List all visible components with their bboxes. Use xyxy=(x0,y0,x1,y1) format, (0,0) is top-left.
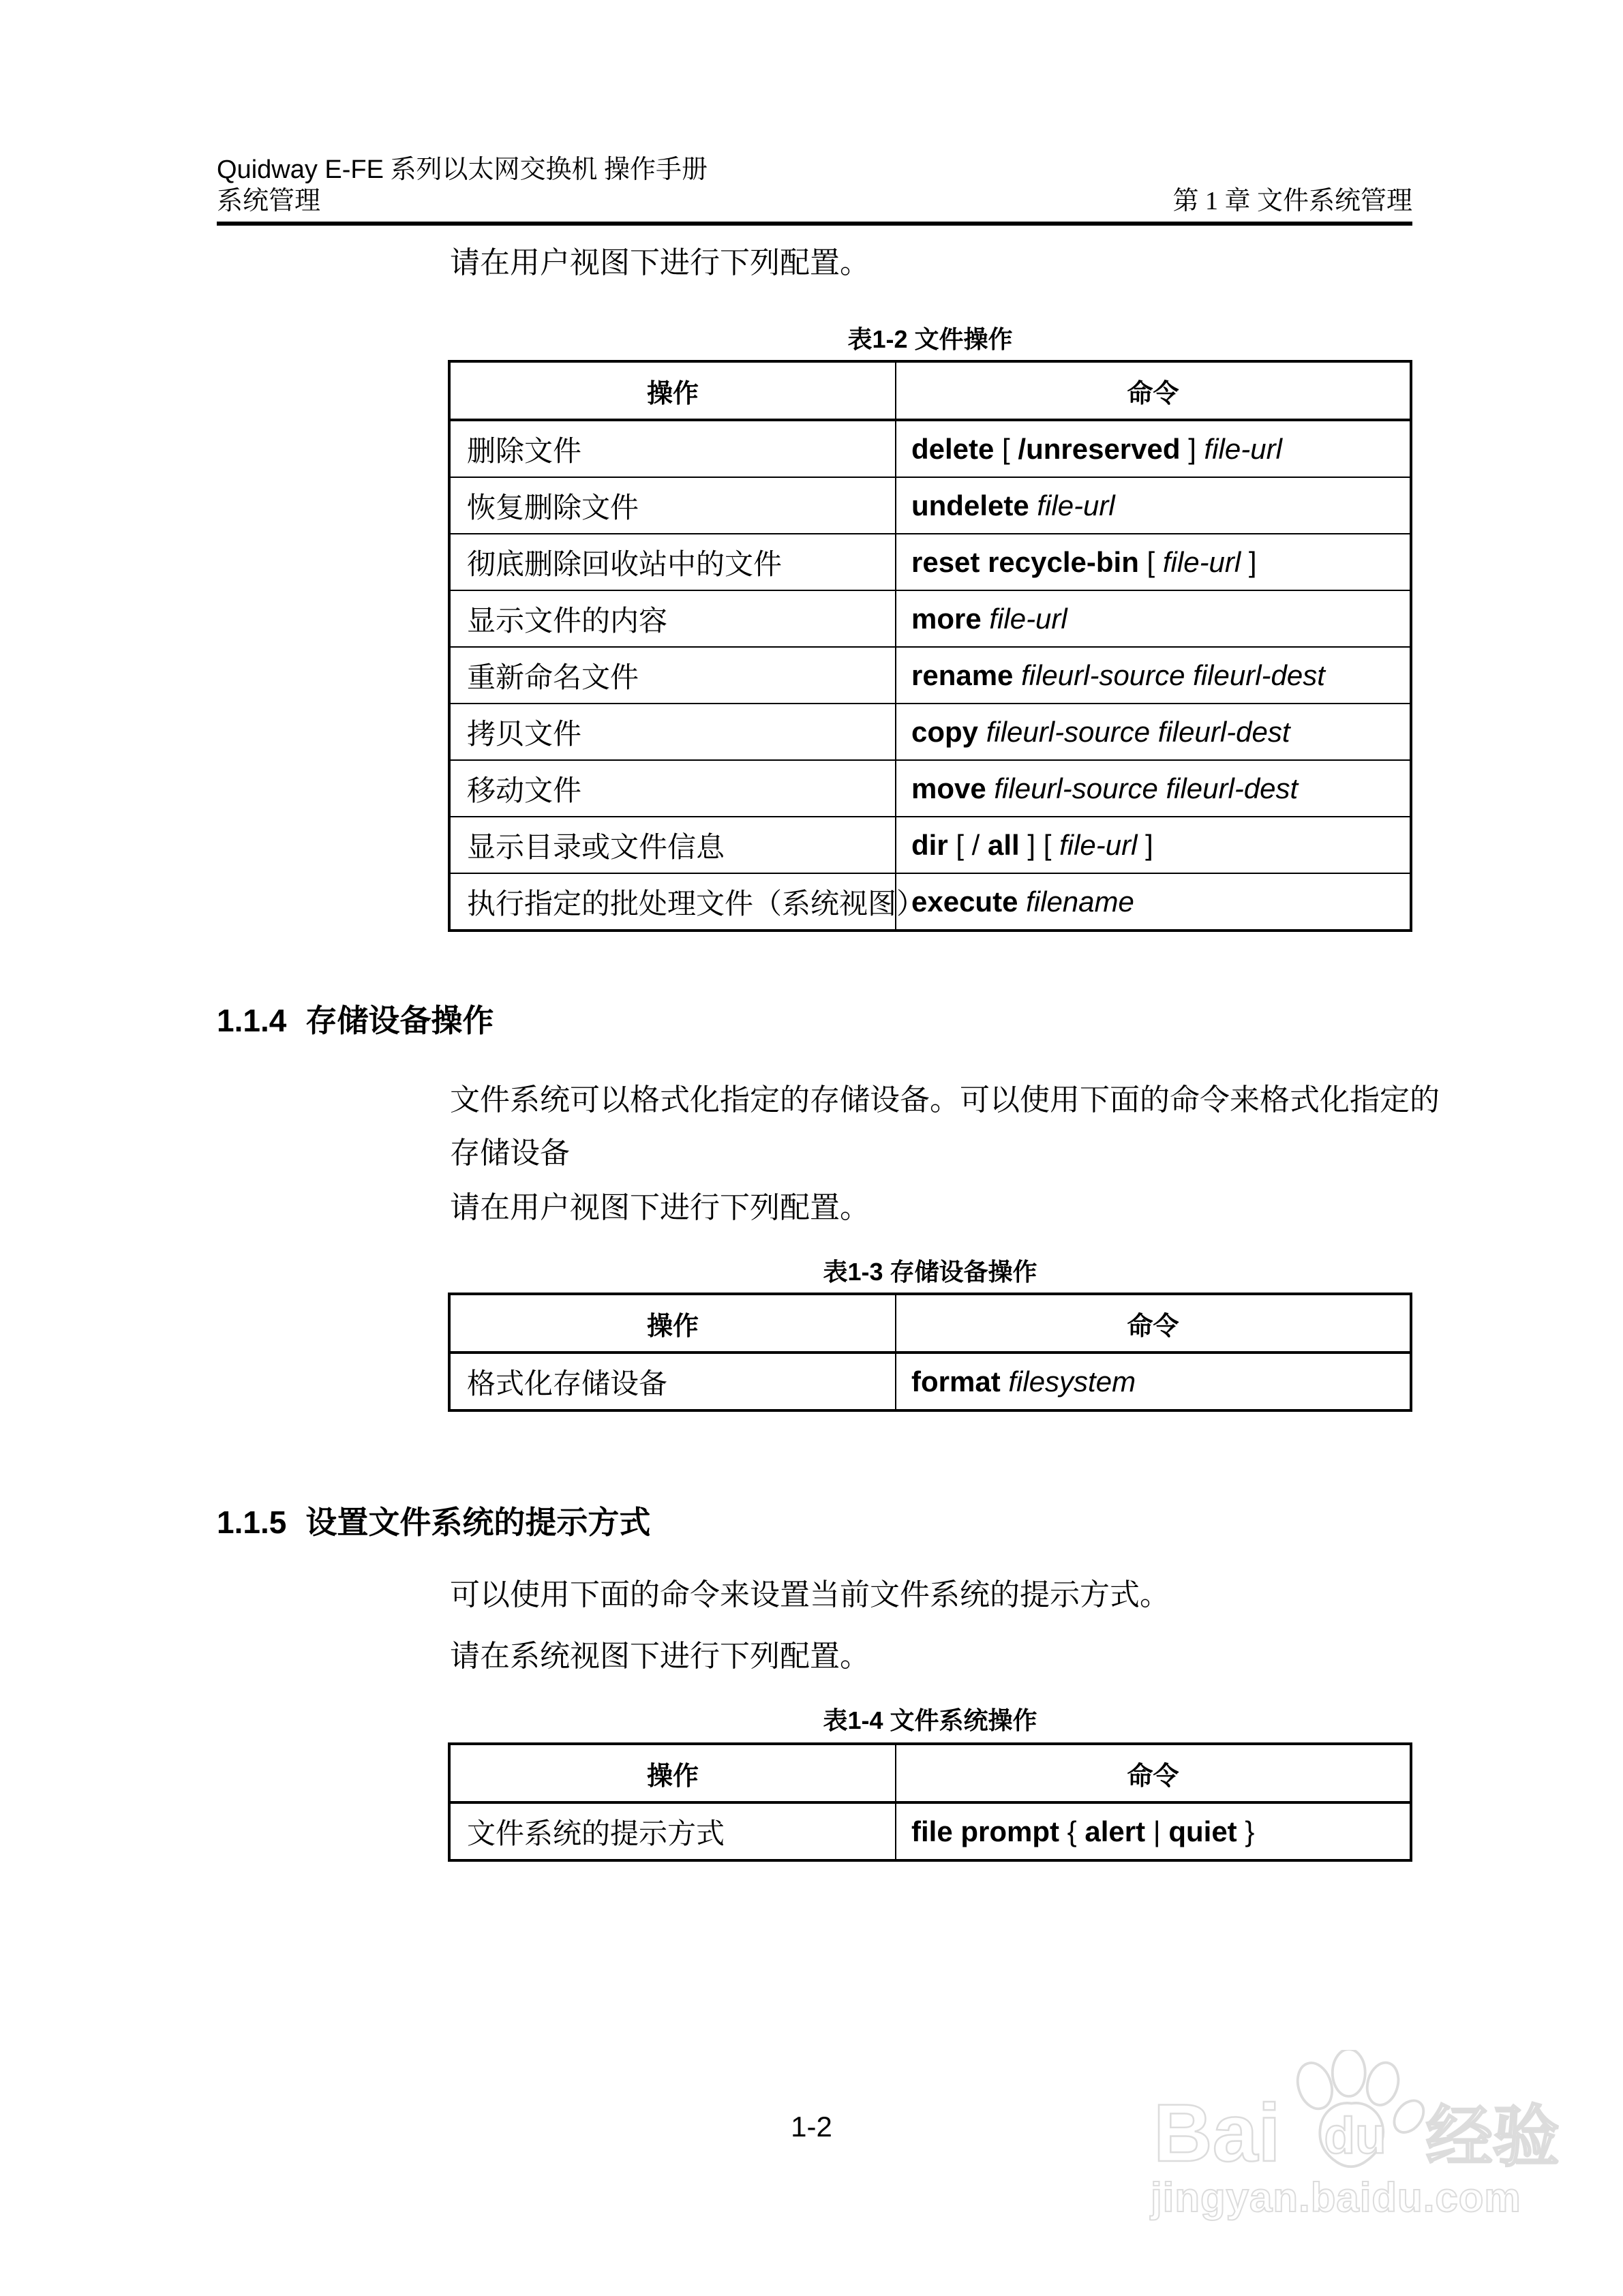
command-segment: rename xyxy=(911,659,1014,691)
watermark-bai-text: Bai xyxy=(1153,2087,1281,2179)
command-segment: ] xyxy=(1180,432,1204,465)
command-segment: file-url xyxy=(989,602,1067,635)
section-title: 设置文件系统的提示方式 xyxy=(305,1505,651,1540)
page-header xyxy=(217,155,1412,226)
command-segment: fileurl-source fileurl-dest xyxy=(994,772,1299,804)
command-cell xyxy=(896,477,1411,534)
column-header: 命令 xyxy=(896,361,1411,420)
watermark-du-text: du xyxy=(1324,2106,1386,2164)
operation-cell: 格式化存储设备 xyxy=(449,1353,896,1410)
command-segment: [ / xyxy=(947,828,988,861)
table-caption: 表1-2 文件操作 xyxy=(847,325,1013,353)
command-segment: format xyxy=(911,1365,1001,1398)
command-segment: ] xyxy=(1137,828,1153,861)
operation-cell: 移动文件 xyxy=(449,760,896,817)
table-header-row xyxy=(449,1294,1411,1353)
header-product-suffix: 系列以太网交换机 操作手册 xyxy=(383,155,708,184)
table-row xyxy=(449,420,1411,477)
paragraph: 可以使用下面的命令来设置当前文件系统的提示方式。 xyxy=(450,1578,1170,1612)
command-segment: reset recycle-bin xyxy=(911,545,1139,578)
command-segment: fileurl-source fileurl-dest xyxy=(1021,659,1325,691)
command-segment: | xyxy=(1145,1815,1169,1847)
header-chapter-label: 第 1 章 文件系统管理 xyxy=(1172,186,1412,215)
table-row xyxy=(449,817,1411,873)
command-segment: ] xyxy=(1241,545,1257,578)
watermark-jingyan-text: 经验 xyxy=(1425,2099,1560,2174)
column-header: 命令 xyxy=(896,1294,1411,1353)
command-segment xyxy=(1029,489,1037,522)
command-segment: alert xyxy=(1084,1815,1146,1847)
operation-cell: 重新命名文件 xyxy=(449,647,896,704)
section-number: 1.1.4 xyxy=(217,1003,287,1038)
paragraph: 请在用户视图下进行下列配置。 xyxy=(450,1191,870,1224)
table-row xyxy=(449,760,1411,817)
operation-cell: 彻底删除回收站中的文件 xyxy=(449,534,896,590)
command-segment: file-url xyxy=(1059,828,1138,861)
command-segment xyxy=(1013,659,1021,691)
section-heading-114 xyxy=(217,1003,494,1038)
table-row xyxy=(449,1802,1411,1860)
storage-device-table xyxy=(448,1293,1412,1412)
command-segment: file-url xyxy=(1037,489,1115,522)
command-segment: delete xyxy=(911,432,995,465)
section-heading-115 xyxy=(217,1505,650,1540)
command-cell xyxy=(896,760,1411,817)
column-header: 操作 xyxy=(449,1744,896,1802)
table-row xyxy=(449,873,1411,931)
operation-cell: 显示目录或文件信息 xyxy=(449,817,896,873)
watermark-url: jingyan.baidu.com xyxy=(1151,2175,1521,2220)
paragraph: 文件系统可以格式化指定的存储设备。可以使用下面的命令来格式化指定的 xyxy=(450,1083,1440,1117)
command-segment: fileurl-source fileurl-dest xyxy=(986,715,1290,748)
command-cell xyxy=(896,647,1411,704)
command-segment: dir xyxy=(911,828,948,861)
table-row xyxy=(449,1353,1411,1410)
header-product-name: Quidway E-FE xyxy=(217,155,384,184)
command-segment: move xyxy=(911,772,986,804)
command-segment: undelete xyxy=(911,489,1029,522)
command-segment xyxy=(986,772,995,804)
file-operations-table xyxy=(448,360,1412,932)
command-cell xyxy=(896,1802,1411,1860)
table-caption: 表1-3 存储设备操作 xyxy=(823,1258,1037,1286)
table-header-row xyxy=(449,361,1411,420)
command-segment: [ xyxy=(994,432,1018,465)
table-row xyxy=(449,590,1411,647)
command-segment xyxy=(978,716,986,748)
command-segment: file-url xyxy=(1162,545,1241,578)
paragraph: 存储设备 xyxy=(450,1136,570,1170)
command-segment: filesystem xyxy=(1008,1365,1136,1398)
file-system-table xyxy=(448,1742,1412,1862)
operation-cell: 执行指定的批处理文件（系统视图） xyxy=(449,873,896,931)
header-product-title xyxy=(217,155,1412,185)
operation-cell: 删除文件 xyxy=(449,420,896,477)
table-row xyxy=(449,477,1411,534)
command-segment: } xyxy=(1237,1815,1255,1847)
command-cell xyxy=(896,873,1411,931)
operation-cell: 文件系统的提示方式 xyxy=(449,1802,896,1860)
command-cell xyxy=(896,817,1411,873)
command-segment: execute xyxy=(911,885,1018,918)
command-cell xyxy=(896,1353,1411,1410)
command-segment: copy xyxy=(911,715,979,748)
operation-cell: 恢复删除文件 xyxy=(449,477,896,534)
command-cell xyxy=(896,590,1411,647)
intro-paragraph: 请在用户视图下进行下列配置。 xyxy=(450,246,870,280)
table-caption: 表1-4 文件系统操作 xyxy=(823,1706,1037,1734)
command-cell xyxy=(896,420,1411,477)
table-row xyxy=(449,534,1411,590)
command-segment: { xyxy=(1059,1815,1085,1847)
command-segment: filename xyxy=(1026,885,1134,918)
column-header: 操作 xyxy=(449,361,896,420)
command-segment xyxy=(1001,1365,1009,1398)
command-segment: quiet xyxy=(1168,1815,1237,1847)
table-row xyxy=(449,647,1411,704)
header-second-line xyxy=(217,187,1412,217)
command-segment: file prompt xyxy=(911,1815,1059,1847)
section-number: 1.1.5 xyxy=(217,1505,287,1540)
command-segment xyxy=(982,603,990,635)
column-header: 操作 xyxy=(449,1294,896,1353)
command-segment: all xyxy=(988,828,1020,861)
page-number: 1-2 xyxy=(791,2111,832,2143)
paragraph: 请在系统视图下进行下列配置。 xyxy=(450,1640,870,1673)
column-header: 命令 xyxy=(896,1744,1411,1802)
command-segment: [ xyxy=(1138,545,1163,578)
command-cell xyxy=(896,704,1411,760)
baidu-jingyan-watermark xyxy=(1153,2061,1560,2179)
command-segment: /unreserved xyxy=(1018,432,1181,465)
command-segment: more xyxy=(911,602,982,635)
operation-cell: 显示文件的内容 xyxy=(449,590,896,647)
command-segment: file-url xyxy=(1204,432,1282,465)
operation-cell: 拷贝文件 xyxy=(449,704,896,760)
table-row xyxy=(449,704,1411,760)
command-cell xyxy=(896,534,1411,590)
table-header-row xyxy=(449,1744,1411,1802)
section-title: 存储设备操作 xyxy=(305,1003,494,1038)
command-segment xyxy=(1018,886,1026,918)
header-section-label: 系统管理 xyxy=(217,186,321,215)
baidu-paw-icon xyxy=(1279,2050,1426,2174)
command-segment: ] [ xyxy=(1019,828,1060,861)
